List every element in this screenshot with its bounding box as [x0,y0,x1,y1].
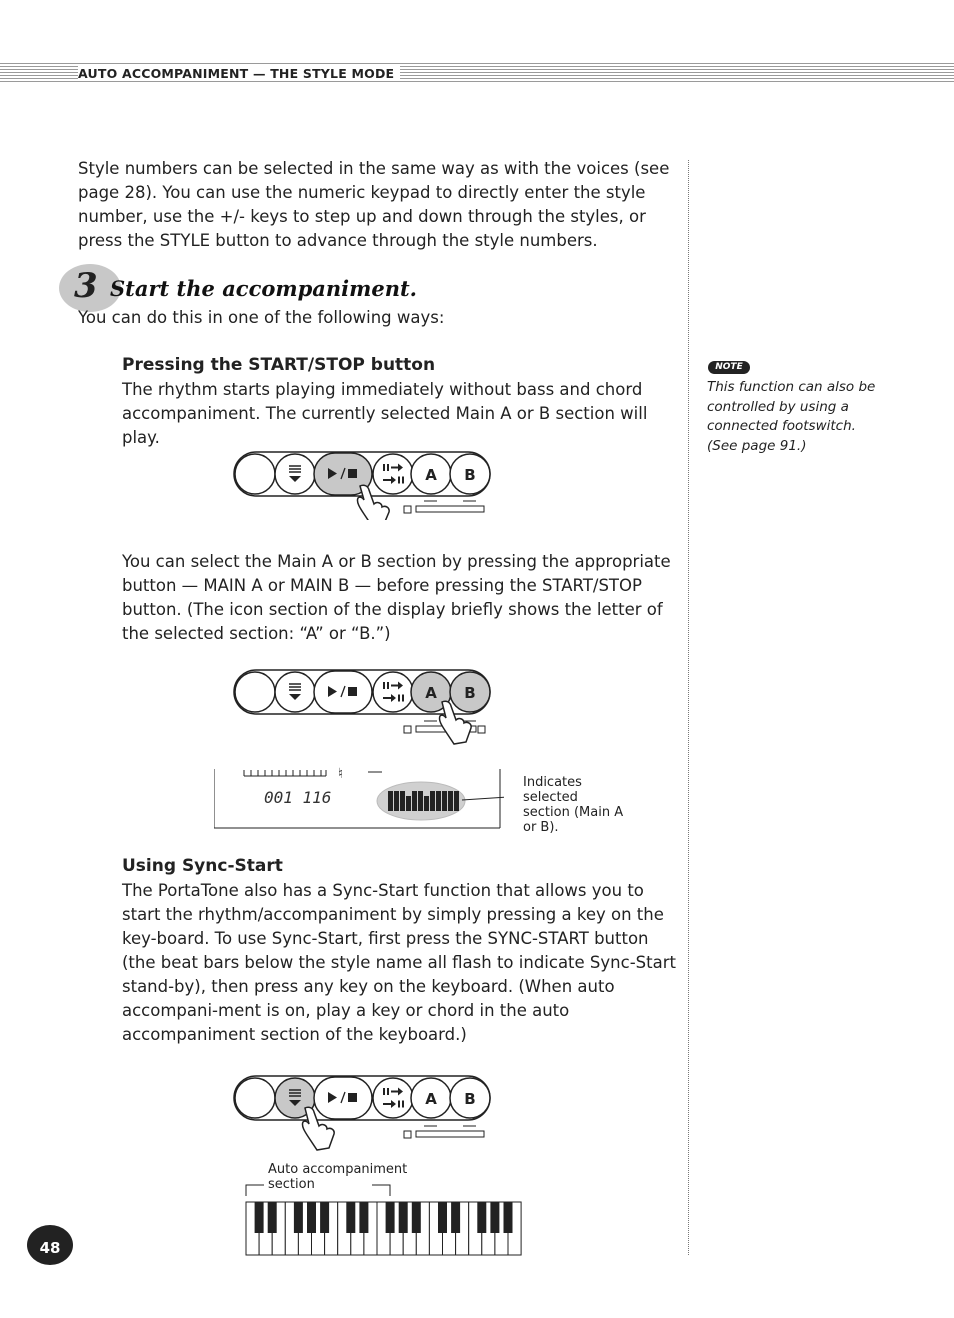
keyboard-keys [246,1202,521,1255]
page-number: 48 [27,1225,73,1265]
black-key[interactable] [412,1202,421,1233]
main-b-label: B [464,1090,476,1108]
display-callout: Indicates selected section (Main A or B). [523,775,624,835]
note-badge: NOTE [708,361,750,374]
black-key[interactable] [490,1202,499,1233]
button-panel-2-drawing [232,666,492,746]
section-body-main-select: You can select the Main A or B section by pressing the appropriate button — MAIN A or MAIN B — before pressing the START/STOP button. (The icon section of the display briefly shows the letter of the selected section: “A” or “B.”) [122,552,671,643]
black-key[interactable] [504,1202,513,1233]
black-key[interactable] [268,1202,277,1233]
section-indicator-bar [404,501,484,513]
step-title: Start the accompaniment. [110,276,417,301]
fill-in-button[interactable] [373,672,413,712]
blank-button[interactable] [235,1078,275,1118]
main-a-label: A [425,684,437,702]
accompaniment-bracket [246,1185,390,1196]
button-panel-figure-1 [232,448,492,520]
blank-button[interactable] [235,454,275,494]
intro-paragraph: Style numbers can be selected in the same way as with the voices (see page 28). You can use the numeric keypad to directly enter the style number, use the +/- keys to step up and down through the styles, or press the STYLE button to advance through the style numbers. [78,159,670,250]
button-panel-figure-2 [232,666,492,746]
black-key[interactable] [386,1202,395,1233]
lcd-style-number: 001 116 [264,788,332,807]
button-panel-figure-3 [232,1072,492,1152]
beat-bars [244,770,326,776]
step-number: 3 [74,266,98,306]
column-divider [688,160,689,1255]
keyboard-figure [244,1182,528,1258]
button-panel-1-drawing [232,448,492,520]
black-key[interactable] [477,1202,486,1233]
fill-in-button[interactable] [373,454,413,494]
black-key[interactable] [294,1202,303,1233]
lcd-display-drawing [214,766,504,830]
running-header: AUTO ACCOMPANIMENT — THE STYLE MODE [78,66,400,81]
section-indicator-bar [404,1126,484,1138]
black-key[interactable] [307,1202,316,1233]
black-key[interactable] [346,1202,355,1233]
black-key[interactable] [359,1202,368,1233]
main-b-label: B [464,684,476,702]
black-key[interactable] [320,1202,329,1233]
section-heading-start-stop: Pressing the START/STOP button [122,355,436,375]
note-text: This function can also be controlled by using a connected footswitch. (See page 91.) [707,379,876,454]
section-body-sync-start: The PortaTone also has a Sync-Start function that allows you to start the rhythm/accompaniment by simply pressing a key on the key-board. To use Sync-Start, first press the SYNC-START button (the beat bars below the style name all flash to indicate Sync-Start stand-by), then press any key on the keyboard. (When auto accompani-ment is on, play a key or chord in the auto accompaniment section of the keyboard.) [122,881,676,1044]
black-key[interactable] [255,1202,264,1233]
section-heading-sync-start: Using Sync-Start [122,856,283,876]
keyboard-label: Auto accompaniment section [268,1162,408,1192]
black-key[interactable] [438,1202,447,1233]
main-a-label: A [425,1090,437,1108]
fill-in-button[interactable] [373,1078,413,1118]
lcd-display-figure [214,766,504,830]
section-body-start-stop: The rhythm starts playing immediately without bass and chord accompaniment. The currently selected Main A or B section will play. [122,380,648,447]
black-key[interactable] [451,1202,460,1233]
sync-start-button[interactable] [275,672,315,712]
sync-start-button[interactable] [275,454,315,494]
step-lead: You can do this in one of the following ways: [78,308,445,327]
main-b-label: B [464,466,476,484]
blank-button[interactable] [235,672,275,712]
main-a-label: A [425,466,437,484]
metronome-icon: ♮ [338,766,344,782]
button-panel-3-drawing [232,1072,492,1152]
black-key[interactable] [399,1202,408,1233]
